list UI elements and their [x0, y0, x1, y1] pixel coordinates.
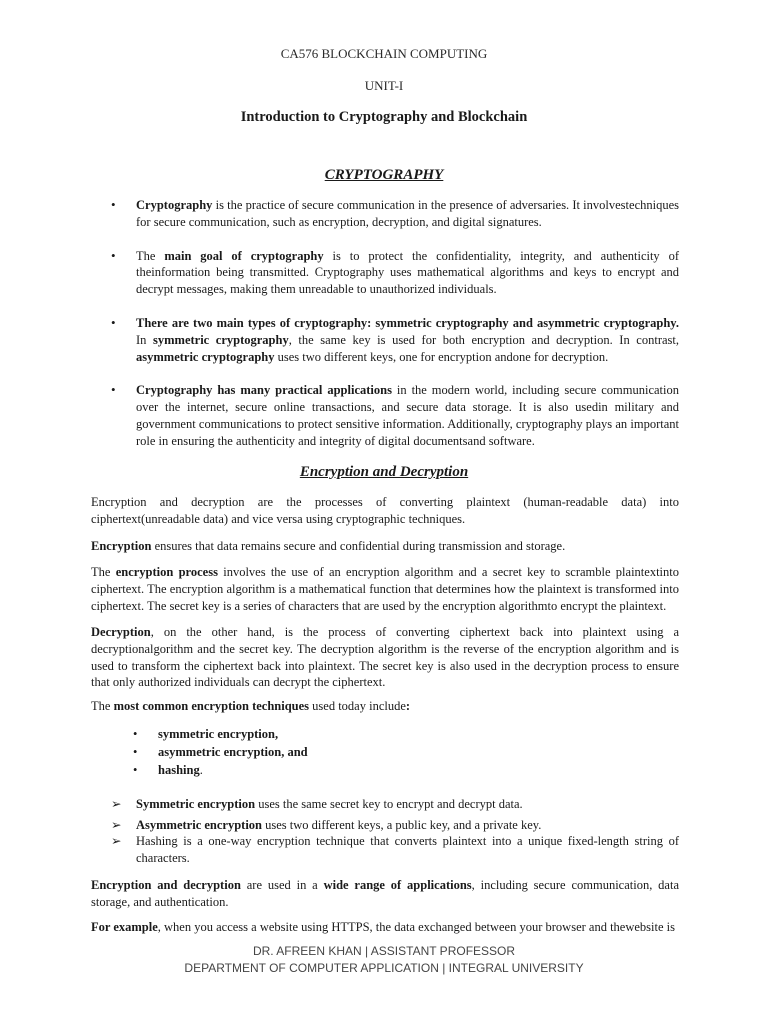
paragraph [91, 624, 679, 691]
paragraph-text: are used in a [240, 878, 324, 892]
paragraph-text: The [91, 565, 116, 579]
list-item [111, 315, 679, 365]
term-bold: For example [91, 920, 158, 934]
list-item [111, 382, 679, 449]
paragraph-text: involves the use of an encryption algorithm and a secret key to scramble plaintextinto ciphertext. The encryption algorithm is a mathematical function that determines how the plaintext is transformed into ciphertext. The secret key is a series of characters that are used by the encryption algorithmto encrypt the plaintext. [91, 565, 679, 613]
technique-label: hashing [158, 763, 200, 777]
document-title: Introduction to Cryptography and Blockchain [240, 109, 528, 125]
bullet-dot-icon: • [111, 247, 116, 263]
paragraph [91, 877, 679, 911]
colon: : [405, 699, 411, 713]
list-item-text: in the modern world, including secure communication over the internet, secure online transactions, and secure data storage. It is also usedin military and government communications to protect sensitive information. Additionally, cryptography plays an important role in ensuring the authenticity and integrity of digital documentsand software. [136, 383, 679, 448]
list-item-text: Hashing is a one-way encryption technique that converts plaintext into a unique fixed-length string of characters. [136, 834, 679, 865]
term-bold: Cryptography has many practical applications [136, 383, 392, 398]
cryptography-heading: CRYPTOGRAPHY [324, 167, 444, 183]
term-bold: wide range of applications [323, 878, 472, 892]
technique-label: symmetric encryption, [158, 727, 279, 741]
techniques-list [133, 725, 308, 779]
list-item-tail: . [199, 763, 203, 777]
unit-label: UNIT-I [364, 78, 404, 93]
list-item-text: is to protect the confidentiality, integrity, and authenticity of theinformation being transmitted. Cryptography uses mathematical algorithms and keys to encrypt and decrypt messages, making them unreadable to unauthorized individuals. [136, 248, 679, 297]
paragraph-text: , on the other hand, is the process of converting ciphertext back into plaintext using a decryptionalgorithm and the secret key. The decryption algorithm is the reverse of the encryption algorithm and is used to transform the ciphertext back into plaintext. The secret key is also used in the decryption process to ensure that only authorized individuals can decrypt the ciphertext. [91, 625, 679, 690]
term-bold: symmetric cryptography [153, 332, 289, 347]
term-bold: Cryptography [136, 198, 213, 212]
paragraph [91, 698, 679, 715]
term-bold: encryption process [115, 565, 218, 579]
list-item-text: uses two different keys, a public key, and a private key. [262, 818, 542, 833]
list-item-text: is the practice of secure communication in the presence of adversaries. It involvestechniques for secure communication, such as encryption, decryption, and digital signatures. [136, 198, 679, 229]
list-item-text: In [136, 332, 153, 347]
course-header: CA576 BLOCKCHAIN COMPUTING [280, 46, 488, 61]
paragraph-text: The [91, 699, 114, 713]
list-item-text: uses the same secret key to encrypt and decrypt data. [255, 797, 523, 811]
term-bold: Decryption [91, 625, 151, 639]
list-item [111, 248, 679, 298]
paragraph-text: ensures that data remains secure and confidential during transmission and storage. [151, 539, 566, 553]
technique-label: asymmetric encryption, and [158, 745, 308, 759]
page-footer [0, 943, 768, 977]
paragraph-text: , when you access a website using HTTPS, the data exchanged between your browser and thewebsite is [157, 920, 675, 934]
paragraph [91, 919, 679, 936]
paragraph-text: , including secure communication, data storage, and authentication. [91, 878, 679, 909]
list-item [111, 833, 679, 865]
list-item [111, 817, 679, 833]
bullet-dot-icon: • [133, 727, 138, 741]
arrow-bullet-icon: ➢ [111, 834, 122, 849]
list-item-text: , the same key is used for both encryption and decryption. In contrast, [288, 332, 679, 347]
arrow-bullet-icon: ➢ [111, 797, 122, 811]
footer-department: DEPARTMENT OF COMPUTER APPLICATION | INTEGRAL UNIVERSITY [184, 961, 584, 975]
term-bold: main goal of cryptography [164, 248, 324, 263]
term-bold: most common encryption techniques [113, 699, 310, 713]
list-item-text: The [136, 248, 165, 263]
encryption-decryption-heading: Encryption and Decryption [299, 464, 469, 480]
term-bold: There are two main types of cryptography: symmetric cryptography and asymmetric cryptography. [136, 315, 679, 330]
list-item [133, 761, 308, 779]
term-bold: Symmetric encryption [136, 797, 256, 811]
bullet-dot-icon: • [111, 314, 116, 330]
bullet-dot-icon: • [133, 763, 138, 777]
list-item-text: uses two different keys, one for encryption andone for decryption. [274, 349, 609, 364]
term-bold: Asymmetric encryption [136, 818, 263, 833]
bullet-dot-icon: • [111, 197, 116, 212]
footer-author: DR. AFREEN KHAN | ASSISTANT PROFESSOR [252, 944, 516, 958]
paragraph [91, 564, 679, 614]
bullet-dot-icon: • [133, 745, 138, 759]
list-item [111, 197, 679, 231]
term-bold: Encryption and decryption [91, 878, 241, 892]
paragraph-text: used today include [309, 699, 406, 713]
cryptography-bullet-list [111, 197, 679, 450]
bullet-dot-icon: • [111, 382, 116, 398]
arrow-bullet-icon: ➢ [111, 818, 122, 833]
list-item [133, 725, 308, 743]
term-bold: asymmetric cryptography [136, 349, 275, 364]
list-item [111, 796, 679, 812]
term-bold: Encryption [91, 539, 152, 553]
list-item [133, 743, 308, 761]
paragraph: Encryption and decryption are the processes of converting plaintext (human-readable data) into ciphertext(unreadable data) and vice versa using cryptographic techniques. [91, 495, 679, 526]
paragraph [91, 538, 679, 555]
encryption-types-list [111, 796, 679, 866]
